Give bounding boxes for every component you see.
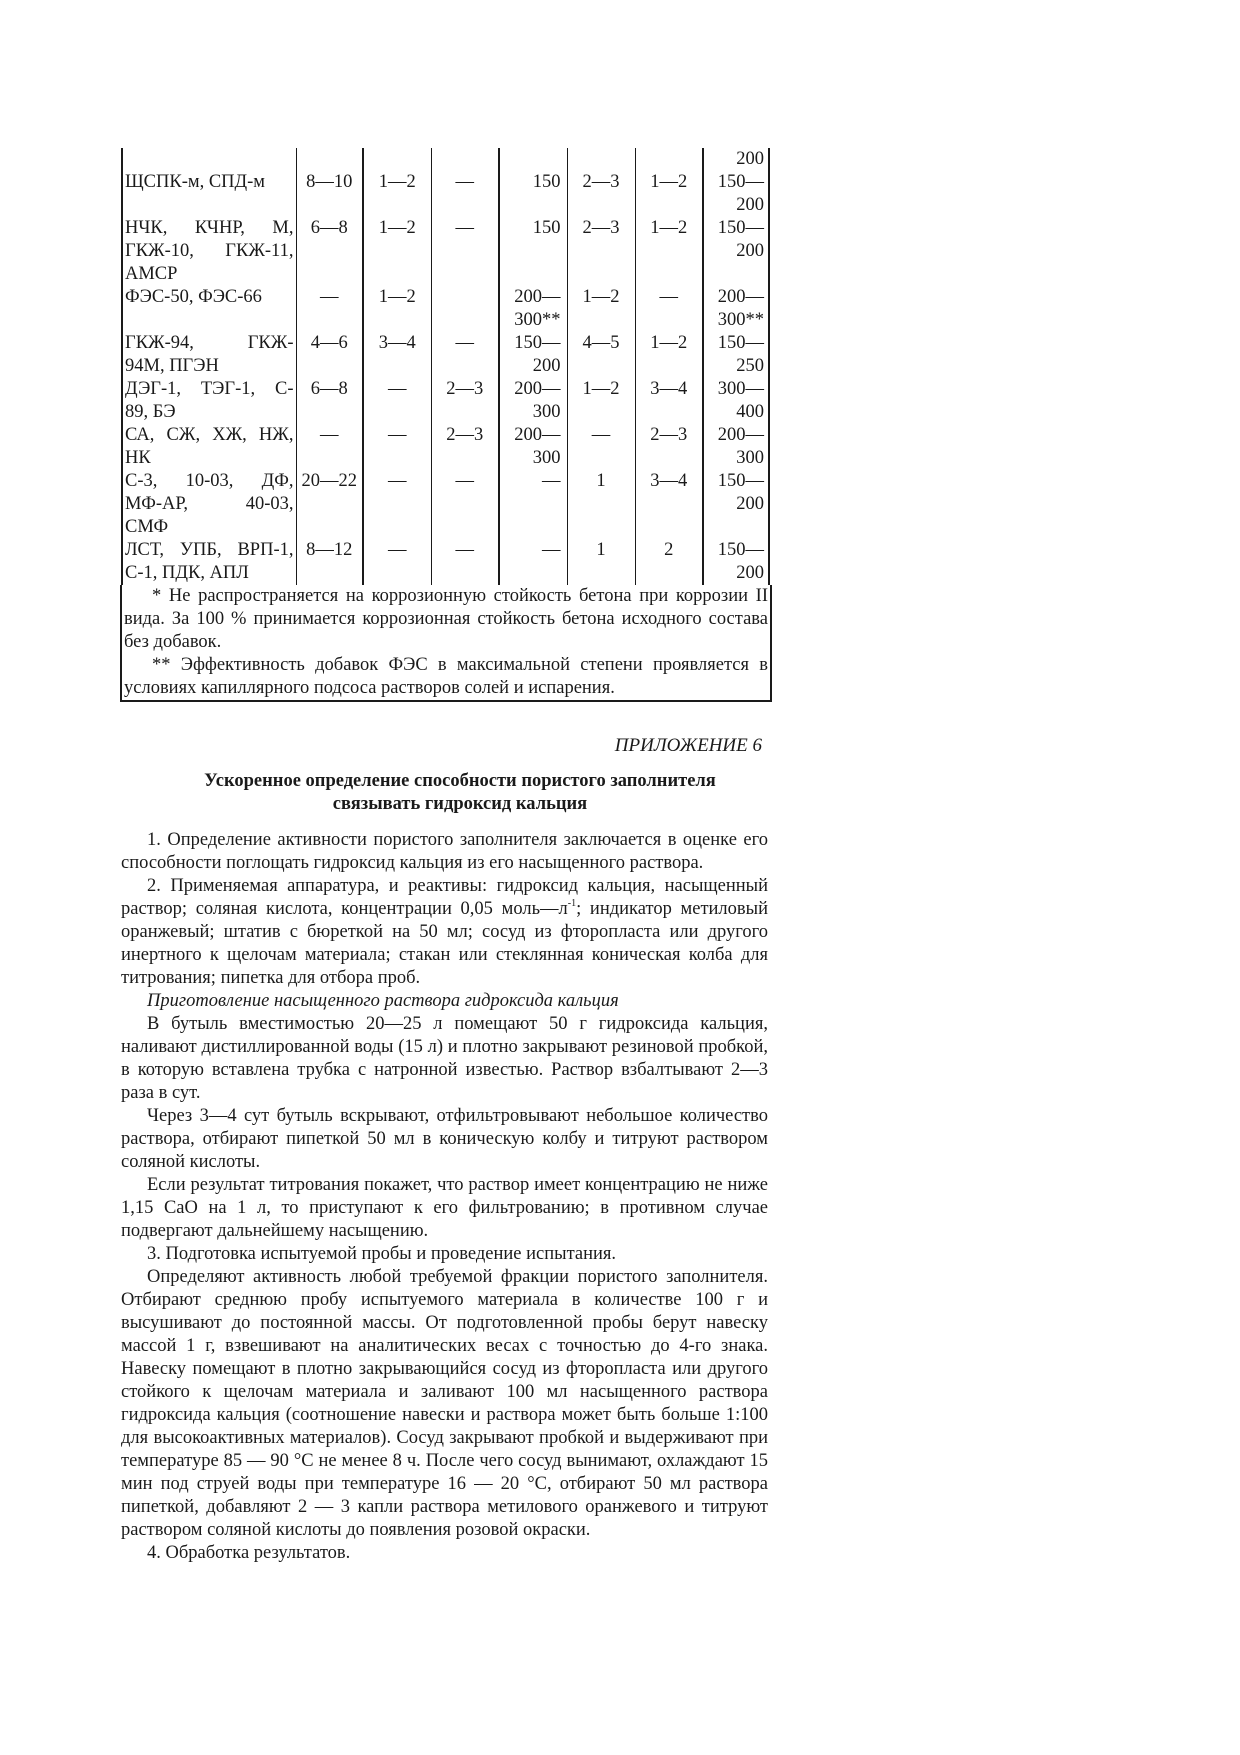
table-row — [122, 332, 769, 378]
value-cell — [635, 332, 703, 378]
subheading-italic: Приготовление насыщенного раствора гидроксида кальция — [147, 991, 619, 1011]
value-cell — [635, 171, 703, 194]
value-cell — [567, 539, 635, 585]
additive-name-line: ГКЖ-10, ГКЖ-11, — [125, 241, 294, 261]
paragraph-7: 3. Подготовка испытуемой пробы и проведение испытания. — [147, 1244, 617, 1264]
additive-name-line: С-3, 10-03, ДФ, — [125, 471, 294, 491]
value-cell — [567, 332, 635, 378]
section-title-line-2: связывать гидроксид кальция — [332, 794, 588, 814]
value-cell — [363, 194, 431, 217]
value-line: 400 — [736, 402, 764, 422]
value-line: — — [388, 425, 407, 445]
value-cell — [703, 470, 769, 539]
value-cell — [363, 171, 431, 194]
value-cell — [567, 286, 635, 332]
additive-name-line: МФ-АР, 40-03, — [125, 494, 294, 514]
value-cell — [703, 539, 769, 585]
value-cell — [635, 539, 703, 585]
table-row — [122, 194, 769, 217]
value-cell — [635, 470, 703, 539]
value-cell — [431, 424, 499, 470]
value-cell — [635, 378, 703, 424]
value-line: 3—4 — [650, 379, 688, 399]
additive-name-line: НЧК, КЧНР, М, — [125, 218, 294, 238]
value-line: — — [659, 287, 678, 307]
value-cell — [296, 171, 363, 194]
value-cell — [567, 194, 635, 217]
value-cell — [296, 470, 363, 539]
value-cell — [499, 332, 567, 378]
value-line: 1 — [596, 540, 606, 560]
value-cell — [703, 194, 769, 217]
value-cell — [363, 378, 431, 424]
value-line: 300** — [514, 310, 561, 330]
value-cell — [567, 171, 635, 194]
value-line: 2—3 — [582, 172, 620, 192]
value-line — [366, 194, 429, 217]
additive-name-cell — [122, 332, 296, 378]
value-line — [366, 148, 429, 171]
value-cell — [567, 378, 635, 424]
value-line: 1 — [596, 471, 606, 491]
superscript: -1 — [567, 898, 577, 909]
value-cell — [431, 332, 499, 378]
value-cell — [431, 470, 499, 539]
value-cell — [431, 286, 499, 332]
additive-name-cell — [122, 539, 296, 585]
value-line: 1—2 — [650, 172, 688, 192]
additive-name-cell — [122, 217, 296, 286]
value-line: 200— — [717, 287, 764, 307]
value-cell — [431, 148, 499, 171]
value-cell — [703, 332, 769, 378]
paragraph-2 — [121, 875, 768, 990]
section-title-line-1: Ускоренное определение способности пористого заполнителя — [204, 771, 716, 791]
value-cell — [499, 470, 567, 539]
value-line: 8—12 — [306, 540, 353, 560]
value-line: 2 — [664, 540, 674, 560]
value-line: — — [455, 540, 474, 560]
value-line: 3—4 — [378, 333, 416, 353]
value-line: — — [455, 471, 474, 491]
value-cell — [567, 217, 635, 286]
value-line: 150— — [717, 218, 764, 238]
value-cell — [296, 378, 363, 424]
value-line: 20—22 — [301, 471, 357, 491]
value-line: 200 — [532, 356, 561, 376]
value-line: 6—8 — [310, 218, 348, 238]
value-line: 200— — [514, 425, 561, 445]
value-line: 2—3 — [582, 218, 620, 238]
table-row — [122, 286, 769, 332]
value-cell — [499, 424, 567, 470]
value-line — [299, 148, 361, 171]
value-line: — — [542, 540, 561, 560]
table-row — [122, 217, 769, 286]
value-cell — [363, 286, 431, 332]
table-row — [122, 470, 769, 539]
value-line — [434, 286, 497, 309]
table-row — [122, 424, 769, 470]
value-line: 3—4 — [650, 471, 688, 491]
value-line: 200— — [514, 287, 561, 307]
value-cell — [296, 286, 363, 332]
value-line: 300 — [532, 402, 561, 422]
value-cell — [567, 470, 635, 539]
additive-name-line: ДЭГ-1, ТЭГ-1, С- — [125, 379, 294, 399]
value-cell — [363, 470, 431, 539]
section-title — [150, 770, 770, 816]
value-cell — [296, 194, 363, 217]
additive-name-line: С-1, ПДК, АПЛ — [125, 563, 249, 583]
value-line: 150— — [717, 540, 764, 560]
value-line: 300 — [532, 448, 561, 468]
value-cell — [635, 424, 703, 470]
additive-name-cell — [122, 194, 296, 217]
value-line: 1—2 — [582, 287, 620, 307]
value-cell — [703, 171, 769, 194]
value-cell — [499, 378, 567, 424]
value-line: 1—2 — [582, 379, 620, 399]
table-footnotes — [120, 585, 772, 702]
table-row — [122, 378, 769, 424]
value-line: 250 — [736, 356, 764, 376]
value-cell — [296, 539, 363, 585]
additive-name-line: СА, СЖ, ХЖ, НЖ, — [125, 425, 294, 445]
value-cell — [499, 171, 567, 194]
value-line: 1—2 — [650, 218, 688, 238]
additive-name-line: СМФ — [125, 517, 169, 537]
value-line: 6—8 — [310, 379, 348, 399]
value-cell — [363, 148, 431, 171]
value-cell — [703, 217, 769, 286]
additive-name-line: ЛСТ, УПБ, ВРП-1, — [125, 540, 294, 560]
value-line: — — [542, 471, 561, 491]
body-text — [121, 829, 768, 1565]
additive-name-cell — [122, 424, 296, 470]
value-line: 1—2 — [650, 333, 688, 353]
value-cell — [296, 217, 363, 286]
value-line: 200— — [717, 425, 764, 445]
value-line: 150 — [532, 218, 561, 238]
value-line: 200— — [514, 379, 561, 399]
value-cell — [499, 194, 567, 217]
value-cell — [296, 424, 363, 470]
value-line: 8—10 — [306, 172, 353, 192]
paragraph-5: Через 3—4 сут бутыль вскрывают, отфильтровывают небольшое количество раствора, отбирают пипеткой 50 мл в коническую колбу и титруют раствором соляной кислоты. — [121, 1106, 768, 1172]
value-cell — [703, 424, 769, 470]
value-line: 150— — [514, 333, 561, 353]
value-cell — [431, 378, 499, 424]
value-line: — — [455, 218, 474, 238]
value-line: — — [320, 287, 339, 307]
value-line: 2—3 — [650, 425, 688, 445]
value-cell — [703, 286, 769, 332]
paragraph-4: В бутыль вместимостью 20—25 л помещают 50 г гидроксида кальция, наливают дистиллированной воды (15 л) и плотно закрывают резиновой пробкой, в которую вставлена трубка с натронной известью. Раствор взбалтывают 2—3 раза в сут. — [121, 1014, 768, 1103]
additive-name-line: ЩСПК-м, СПД-м — [125, 172, 266, 192]
additive-name-line: НК — [125, 448, 151, 468]
additive-name-cell — [122, 286, 296, 332]
value-line: 150— — [717, 333, 764, 353]
value-line: 200 — [736, 149, 764, 169]
value-cell — [499, 286, 567, 332]
paragraph-2-text-b: ; индикатор метиловый оранжевый; штатив с бюреткой на 50 мл; сосуд из фторопласта или другого инертного к щелочам материала; стакан или стеклянная коническая колба для титрования; пипетка для отбора проб. — [121, 899, 768, 988]
value-line: — — [388, 540, 407, 560]
paragraph-1: 1. Определение активности пористого заполнителя заключается в оценке его способности поглощать гидроксид кальция из его насыщенного раствора. — [121, 830, 768, 873]
table-row — [122, 539, 769, 585]
additive-name-cell — [122, 171, 296, 194]
value-cell — [499, 217, 567, 286]
value-cell — [703, 378, 769, 424]
value-line: 1—2 — [378, 287, 416, 307]
value-line: — — [455, 172, 474, 192]
value-line: — — [320, 425, 339, 445]
value-line: 1—2 — [378, 218, 416, 238]
additive-name-line: АМСР — [125, 264, 178, 284]
value-cell — [635, 217, 703, 286]
paragraph-9: 4. Обработка результатов. — [147, 1543, 351, 1563]
value-line — [299, 194, 361, 217]
value-cell — [431, 217, 499, 286]
value-line: 4—6 — [310, 333, 348, 353]
value-line: 300 — [736, 448, 764, 468]
value-line: 300** — [717, 310, 764, 330]
value-line: 200 — [736, 195, 764, 215]
value-cell — [635, 194, 703, 217]
value-cell — [296, 148, 363, 171]
footnote-1: * Не распространяется на коррозионную стойкость бетона при коррозии II вида. За 100 % принимается коррозионная стойкость бетона исходного состава без добавок. — [124, 586, 768, 652]
additive-name-line: ГКЖ-94, ГКЖ- — [125, 333, 294, 353]
value-line: 1—2 — [378, 172, 416, 192]
additive-name-line: 94М, ПГЭН — [125, 356, 219, 376]
value-line: 150— — [717, 471, 764, 491]
value-cell — [363, 332, 431, 378]
additive-name-cell — [122, 378, 296, 424]
value-line: 200 — [736, 563, 764, 583]
value-line: 300— — [717, 379, 764, 399]
footnote-2: ** Эффективность добавок ФЭС в максимальной степени проявляется в условиях капиллярного подсоса растворов солей и испарения. — [124, 655, 768, 698]
paragraph-6: Если результат титрования покажет, что раствор имеет концентрацию не ниже 1,15 CaO на 1 л, то приступают к его фильтрованию; в противном случае подвергают дальнейшему насыщению. — [121, 1175, 768, 1241]
value-line: 4—5 — [582, 333, 620, 353]
value-cell — [703, 148, 769, 171]
appendix-label: ПРИЛОЖЕНИЕ 6 — [614, 735, 762, 756]
value-line: 150— — [717, 172, 764, 192]
value-line: — — [388, 379, 407, 399]
additives-table — [121, 148, 768, 585]
value-cell — [363, 217, 431, 286]
value-line: — — [388, 471, 407, 491]
value-cell — [363, 424, 431, 470]
value-line: 150 — [532, 172, 561, 192]
value-line: 200 — [736, 494, 764, 514]
value-cell — [635, 286, 703, 332]
value-cell — [567, 148, 635, 171]
value-cell — [499, 148, 567, 171]
value-cell — [431, 194, 499, 217]
value-cell — [363, 539, 431, 585]
value-line — [434, 194, 497, 217]
value-cell — [431, 171, 499, 194]
value-line — [638, 194, 701, 217]
table-row — [122, 171, 769, 194]
value-line — [502, 148, 561, 171]
value-cell — [431, 539, 499, 585]
value-cell — [635, 148, 703, 171]
additive-name-line: 89, БЭ — [125, 402, 176, 422]
value-line: 200 — [736, 241, 764, 261]
value-line: 2—3 — [446, 425, 484, 445]
value-line — [434, 148, 497, 171]
value-line — [502, 194, 561, 217]
value-line: — — [591, 425, 611, 445]
paragraph-2-text-a: 2. Применяемая аппаратура, и реактивы: гидроксид кальция, насыщенный раствор; соляная кислота, концентрации 0,05 моль—л — [121, 876, 768, 919]
additive-name-cell — [122, 470, 296, 539]
paragraph-8: Определяют активность любой требуемой фракции пористого заполнителя. Отбирают среднюю пробу испытуемого материала в количестве 100 г и высушивают до постоянной массы. От подготовленной пробы берут навеску массой 1 г, взвешивают на аналитических весах с точностью до 4-го знака. Навеску помещают в плотно закрывающийся сосуд из фторопласта или другого стойкого к щелочам материала и заливают 100 мл насыщенного раствора гидроксида кальция (соотношение навески и раствора может быть больше 1:100 для высокоактивных материалов). Сосуд закрывают пробкой и выдерживают при температуре 85 — 90 °С не менее 8 ч. После чего сосуд вынимают, охлаждают 15 мин под струей воды при температуре 16 — 20 °С, отбирают 50 мл раствора пипеткой, добавляют 2 — 3 капли раствора метилового оранжевого и титруют раствором соляной кислоты до появления розовой окраски. — [121, 1267, 768, 1540]
additive-name-line: ФЭС-50, ФЭС-66 — [125, 287, 262, 307]
table-row — [122, 148, 769, 171]
additive-name-cell — [122, 148, 296, 171]
value-line: 2—3 — [446, 379, 484, 399]
value-cell — [567, 424, 635, 470]
value-cell — [499, 539, 567, 585]
value-line — [570, 194, 633, 217]
value-line — [638, 148, 701, 171]
value-cell — [296, 332, 363, 378]
value-line — [570, 148, 633, 171]
value-line: — — [455, 333, 474, 353]
